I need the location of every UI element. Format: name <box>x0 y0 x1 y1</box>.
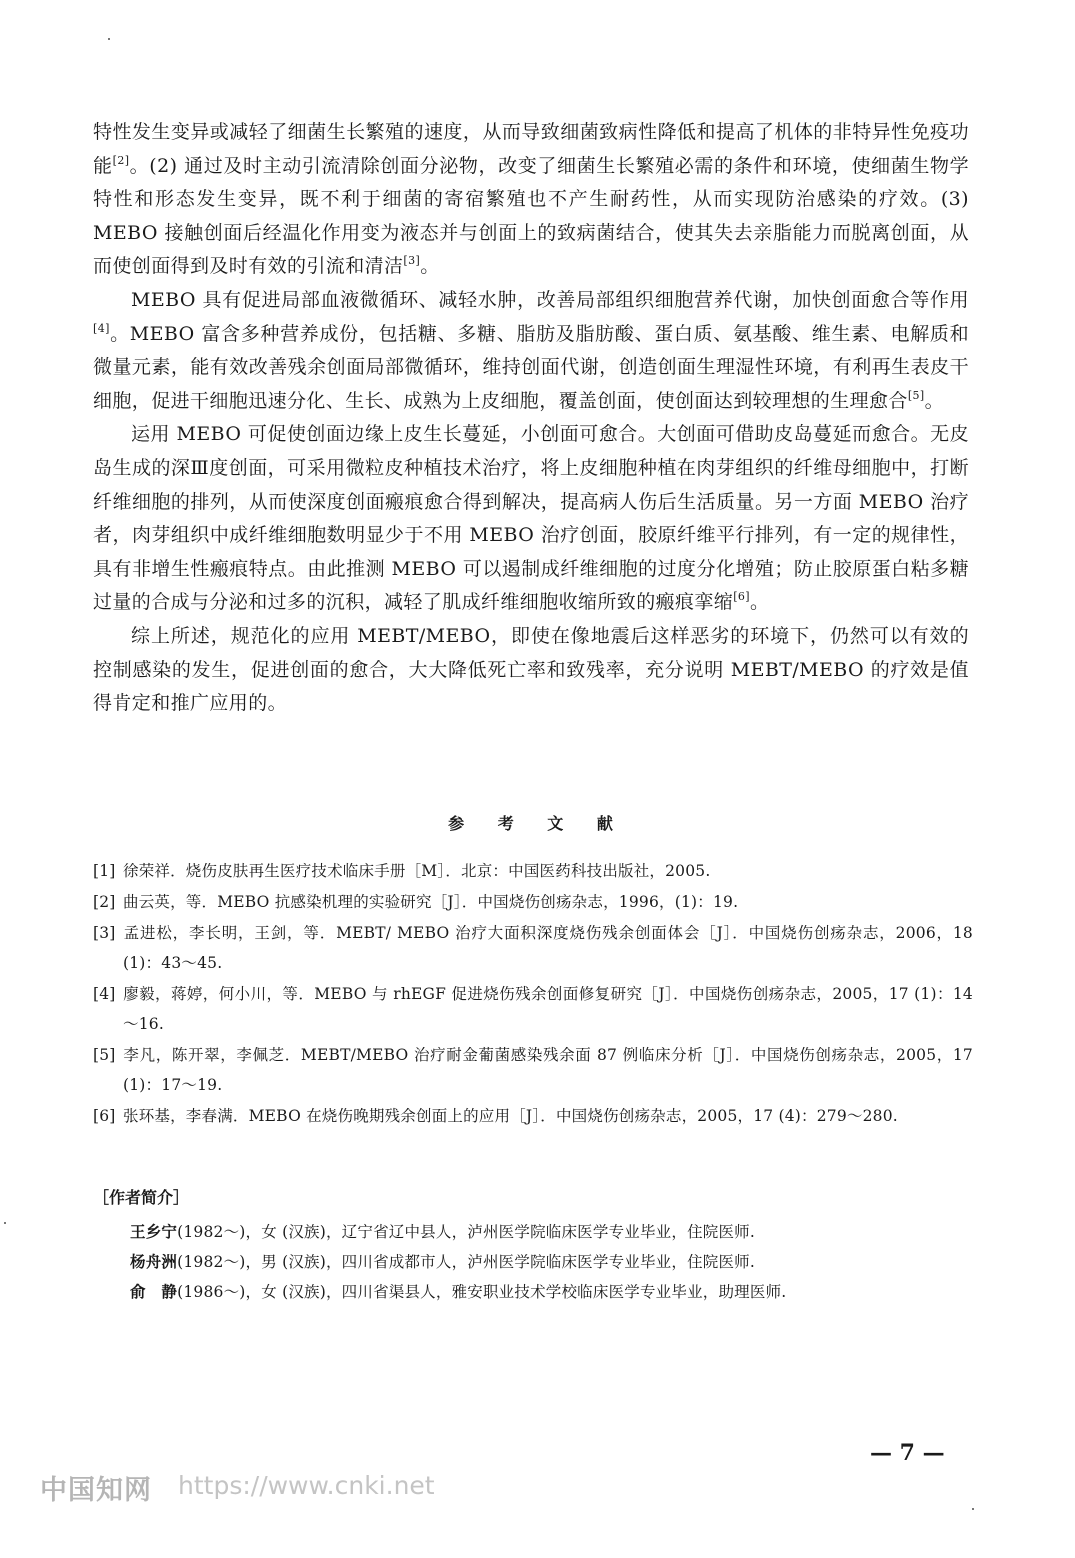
author-entry <box>130 1277 970 1307</box>
reference-item <box>93 887 973 917</box>
reference-item <box>93 1101 973 1131</box>
author-list <box>130 1217 970 1307</box>
reference-text: 徐荣祥．烧伤皮肤再生医疗技术临床手册［M］．北京：中国医药科技出版社，2005. <box>123 862 711 880</box>
reference-number: [6] <box>93 1107 116 1125</box>
author-info: (1986～)，女 (汉族)，四川省渠县人，雅安职业技术学校临床医学专业毕业，助理医师. <box>177 1283 787 1301</box>
paragraph-text: 特性发生变异或减轻了细菌生长繁殖的速度，从而导致细菌致病性降低和提高了机体的非特异性免疫功能 <box>93 121 969 177</box>
author-entry <box>130 1217 970 1247</box>
citation-marker: [4] <box>93 321 110 335</box>
cnki-logo: 中国知网 <box>40 1475 152 1506</box>
references-title: 参 考 文 献 <box>448 814 627 833</box>
paragraph-text: 。(2) 通过及时主动引流清除创面分泌物，改变了细菌生长繁殖必需的条件和环境，使细菌生物学特性和形态发生变异，既不利于细菌的寄宿繁殖也不产生耐药性，从而实现防治感染的疗效。(3) MEBO 接触创面后经温化作用变为液态并与创面上的致病菌结合，使其失去亲脂能力而脱离创面，从而使创面得到及时有效的引流和清洁 <box>93 154 969 278</box>
body-paragraph <box>93 620 969 721</box>
body-paragraph <box>93 116 969 284</box>
reference-item <box>93 856 973 886</box>
reference-number: [1] <box>93 862 116 880</box>
reference-text: 张环基，李春满．MEBO 在烧伤晚期残余创面上的应用［J］．中国烧伤创疡杂志，2005，17 (4)：279～280. <box>123 1107 898 1125</box>
scan-speck <box>4 1222 6 1224</box>
citation-marker: [5] <box>907 388 925 402</box>
reference-item <box>93 918 973 978</box>
scan-speck <box>108 38 110 40</box>
paragraph-text: 。MEBO 富含多种营养成份，包括糖、多糖、脂肪及脂肪酸、蛋白质、氨基酸、维生素、电解质和微量元素，能有效改善残余创面局部微循环，维持创面代谢，创造创面生理湿性环境，有利再生表皮干细胞，促进干细胞迅速分化、生长、成熟为上皮细胞，覆盖创面，使创面达到较理想的生理愈合 <box>93 322 969 412</box>
author-name: 俞 静 <box>130 1283 178 1301</box>
reference-item <box>93 1040 973 1100</box>
reference-text: 曲云英，等．MEBO 抗感染机理的实验研究［J］．中国烧伤创疡杂志，1996，(1)：19. <box>123 893 739 911</box>
author-info: (1982～)，男 (汉族)，四川省成都市人，泸州医学院临床医学专业毕业，住院医师. <box>177 1253 756 1271</box>
reference-number: [5] <box>93 1046 116 1064</box>
reference-text: 廖毅，蒋婷，何小川，等．MEBO 与 rhEGF 促进烧伤残余创面修复研究［J］．中国烧伤创疡杂志，2005，17 (1)：14～16. <box>123 985 973 1033</box>
author-section-title: ［作者简介］ <box>93 1188 190 1207</box>
cnki-url: https://www.cnki.net <box>178 1471 435 1500</box>
page-number: — 7 — <box>870 1440 945 1466</box>
paragraph-text: 。 <box>420 255 440 278</box>
author-info: (1982～)，女 (汉族)，辽宁省辽中县人，泸州医学院临床医学专业毕业，住院医师. <box>177 1223 756 1241</box>
paragraph-text: 。 <box>924 389 945 412</box>
body-text <box>93 116 969 721</box>
reference-text: 孟进松，李长明，王剑，等．MEBT/ MEBO 治疗大面积深度烧伤残余创面体会［J］．中国烧伤创疡杂志，2006，18 (1)：43～45. <box>123 924 973 972</box>
author-name: 王乡宁 <box>130 1223 178 1241</box>
paragraph-text: MEBO 具有促进局部血液微循环、减轻水肿，改善局部组织细胞营养代谢，加快创面愈合等作用 <box>131 288 969 311</box>
reference-number: [3] <box>93 924 116 942</box>
citation-marker: [6] <box>733 590 750 604</box>
reference-number: [2] <box>93 893 116 911</box>
author-name: 杨舟洲 <box>130 1253 178 1271</box>
paragraph-text: 。 <box>750 591 770 614</box>
citation-marker: [2] <box>112 153 130 167</box>
paragraph-text: 综上所述，规范化的应用 MEBT/MEBO，即使在像地震后这样恶劣的环境下，仍然可以有效的控制感染的发生，促进创面的愈合，大大降低死亡率和致残率，充分说明 MEBT/MEBO 的疗效是值得肯定和推广应用的。 <box>93 624 969 715</box>
reference-number: [4] <box>93 985 116 1003</box>
citation-marker: [3] <box>403 254 421 268</box>
reference-text: 李凡，陈开翠，李佩芝．MEBT/MEBO 治疗耐金葡菌感染残余面 87 例临床分析［J］．中国烧伤创疡杂志，2005，17 (1)：17～19. <box>123 1046 973 1094</box>
scan-speck <box>972 1508 974 1510</box>
references-list <box>93 856 973 1132</box>
paragraph-text: 运用 MEBO 可促使创面边缘上皮生长蔓延，小创面可愈合。大创面可借助皮岛蔓延而愈合。无皮岛生成的深Ⅲ度创面，可采用微粒皮种植技术治疗，将上皮细胞种植在肉芽组织的纤维母细胞中，打断纤维细胞的排列，从而使深度创面瘢痕愈合得到解决，提高病人伤后生活质量。另一方面 MEBO 治疗者，肉芽组织中成纤维细胞数明显少于不用 MEBO 治疗创面，胶原纤维平行排列，有一定的规律性，具有非增生性瘢痕特点。由此推测 MEBO 可以遏制成纤维细胞的过度分化增殖；防止胶原蛋白粘多糖过量的合成与分泌和过多的沉积，减轻了肌成纤维细胞收缩所致的瘢痕挛缩 <box>93 423 969 614</box>
author-entry <box>130 1247 970 1277</box>
reference-item <box>93 979 973 1039</box>
body-paragraph <box>93 284 969 418</box>
body-paragraph <box>93 418 969 620</box>
